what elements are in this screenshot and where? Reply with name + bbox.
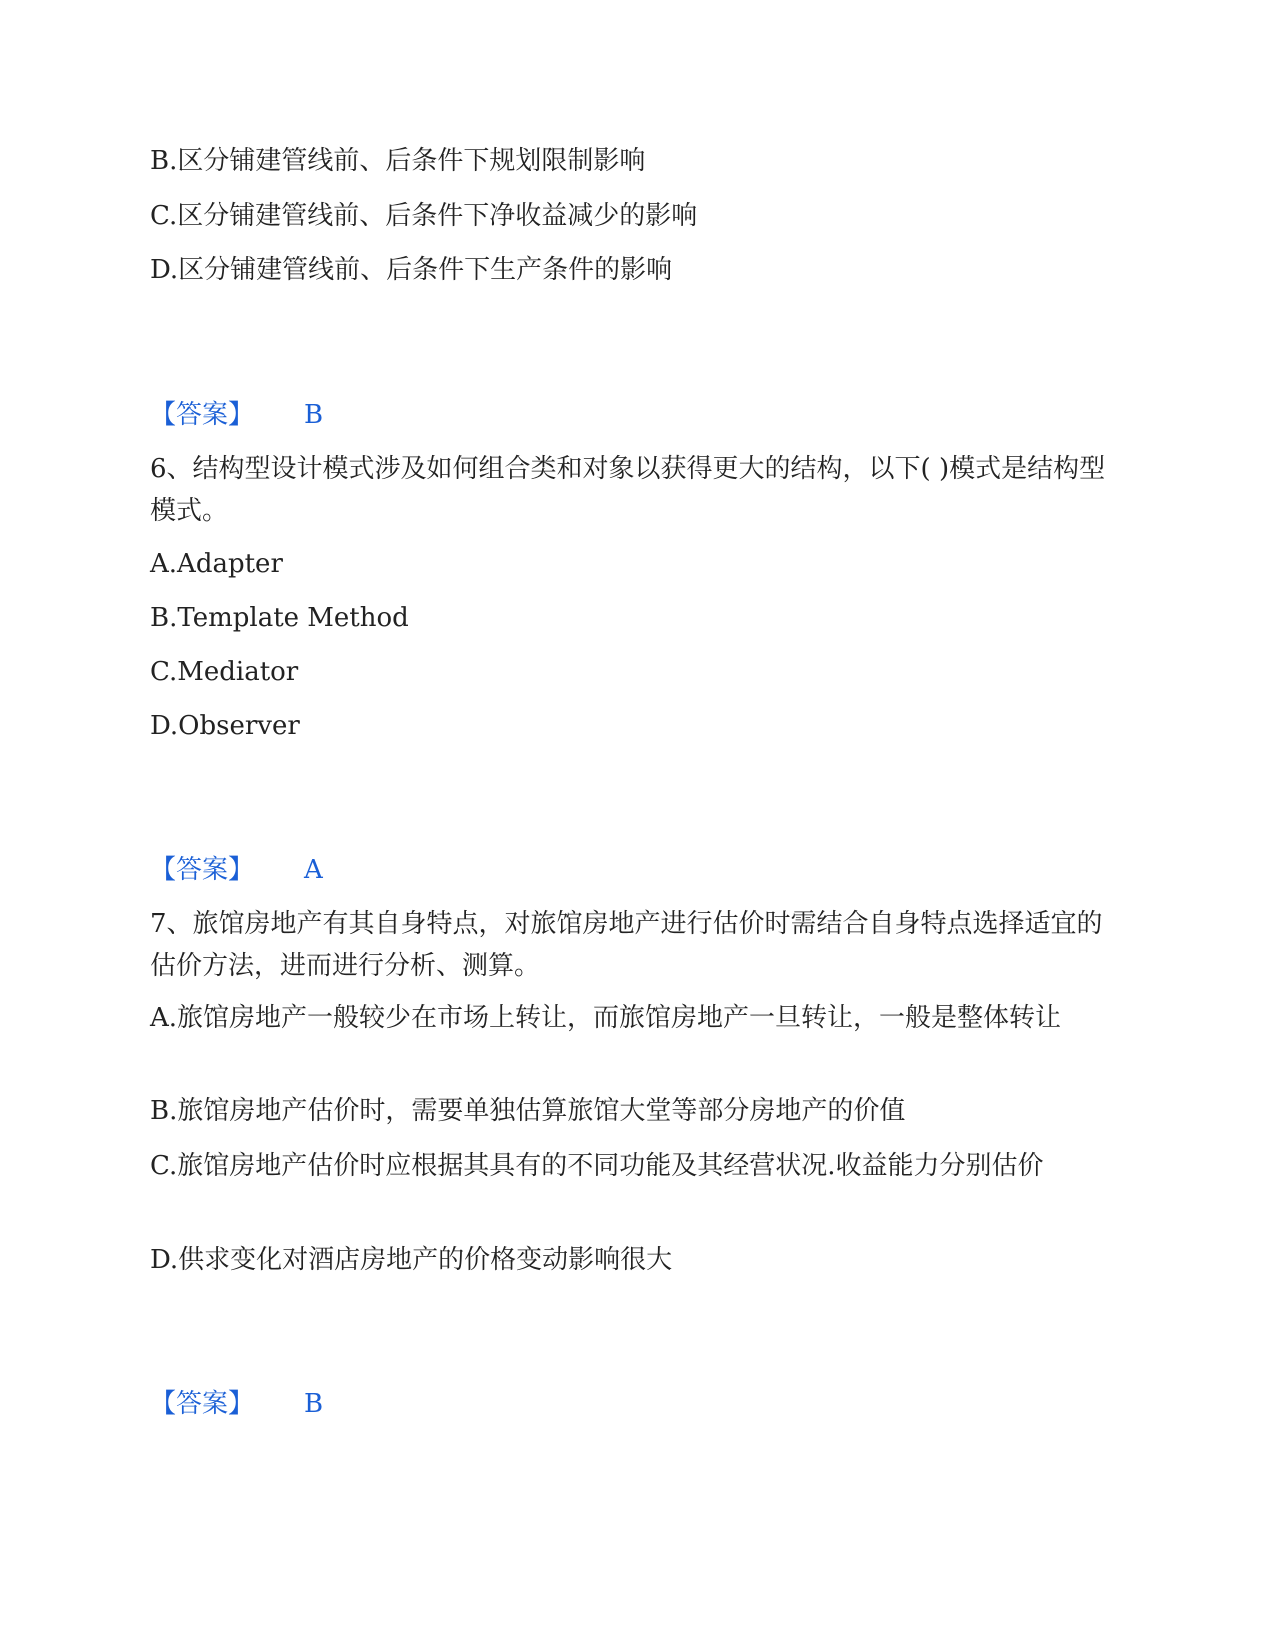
answer-value: B	[304, 400, 324, 430]
q7-option-d: D.供求变化对酒店房地产的价格变动影响很大	[150, 1245, 673, 1275]
q7-answer	[150, 1384, 323, 1424]
q5-answer	[150, 395, 323, 435]
answer-label: 【答案】	[150, 855, 255, 885]
answer-value: A	[304, 855, 323, 885]
q7-option-c: C.旅馆房地产估价时应根据其具有的不同功能及其经营状况.收益能力分别估价	[150, 1151, 1044, 1181]
q6-answer	[150, 850, 323, 890]
answer-value: B	[304, 1389, 324, 1419]
answer-label: 【答案】	[150, 1389, 255, 1419]
q6-stem: 6、结构型设计模式涉及如何组合类和对象以获得更大的结构，以下( )模式是结构型模式。	[150, 454, 1106, 526]
q6-option-c: C.Mediator	[150, 657, 299, 687]
q5-option-b: B.区分铺建管线前、后条件下规划限制影响	[150, 146, 646, 176]
q6-option-a: A.Adapter	[150, 549, 283, 579]
q6-option-b: B.Template Method	[150, 603, 409, 633]
q7-option-a: A.旅馆房地产一般较少在市场上转让，而旅馆房地产一旦转让，一般是整体转让	[150, 1003, 1062, 1033]
q7-stem: 7、旅馆房地产有其自身特点，对旅馆房地产进行估价时需结合自身特点选择适宜的估价方法，进而进行分析、测算。	[150, 909, 1103, 981]
q5-option-c: C.区分铺建管线前、后条件下净收益减少的影响	[150, 201, 698, 231]
q7-option-b: B.旅馆房地产估价时，需要单独估算旅馆大堂等部分房地产的价值	[150, 1096, 906, 1126]
q5-option-d: D.区分铺建管线前、后条件下生产条件的影响	[150, 255, 673, 285]
q6-option-d: D.Observer	[150, 711, 300, 741]
answer-label: 【答案】	[150, 400, 255, 430]
